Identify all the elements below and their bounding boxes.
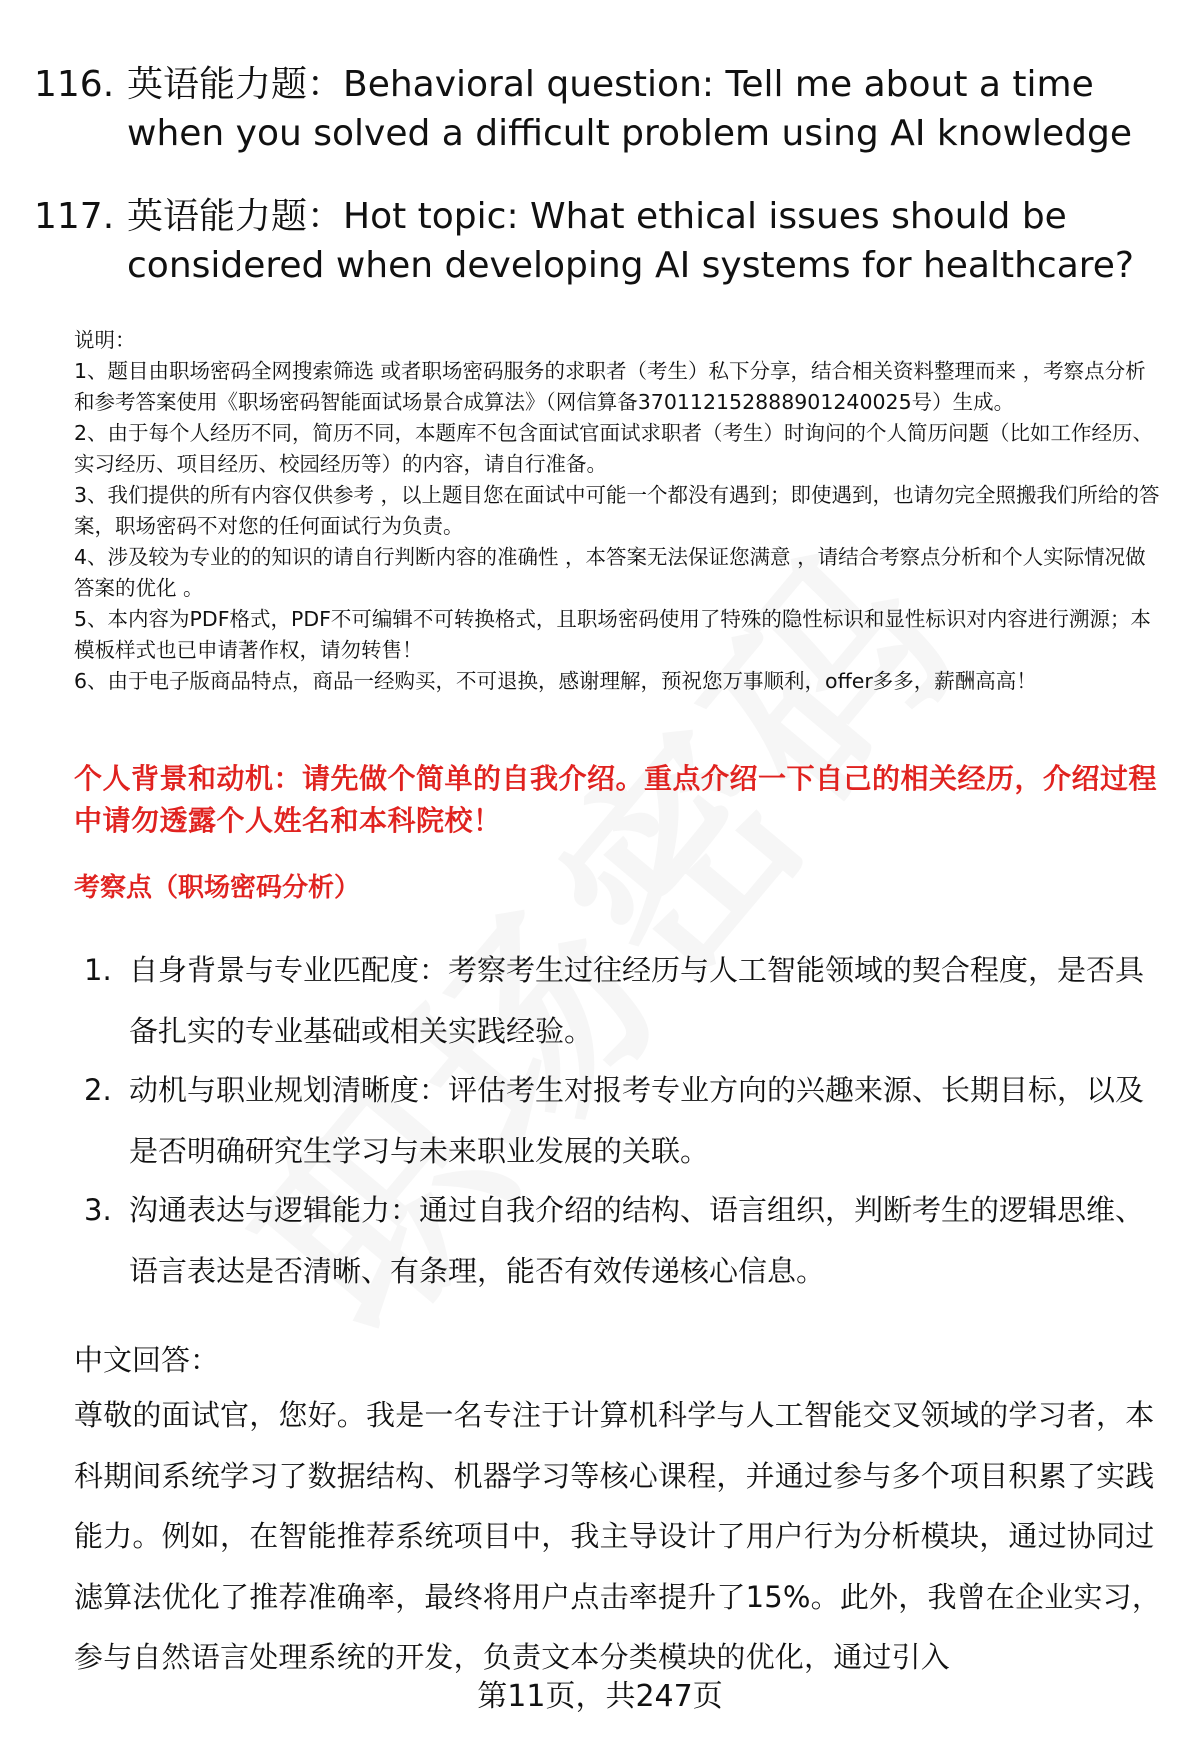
question-number: 116. [34, 64, 115, 105]
question-number: 117. [34, 196, 115, 237]
analysis-number: 1. [84, 953, 112, 987]
answer-label: 中文回答： [74, 1343, 220, 1377]
note-item: 4、涉及较为专业的的知识的请自行判断内容的准确性 ，本答案无法保证您满意 ，请结合考察点分析和个人实际情况做答案的优化 。 [74, 545, 1146, 600]
notes-title: 说明： [74, 328, 136, 352]
analysis-item [84, 1060, 1164, 1182]
analysis-list [84, 940, 1164, 1300]
question-text: 英语能力题：Hot topic: What ethical issues should be considered when developing AI systems for healthcare? [127, 196, 1135, 286]
analysis-text: 沟通表达与逻辑能力：通过自我介绍的结构、语言组织，判断考生的逻辑思维、语言表达是否清晰、有条理，能否有效传递核心信息。 [129, 1193, 1145, 1288]
analysis-heading: 考察点（职场密码分析） [74, 873, 361, 903]
analysis-number: 3. [84, 1193, 112, 1227]
answer-body: 尊敬的面试官，您好。我是一名专注于计算机科学与人工智能交叉领域的学习者，本科期间系统学习了数据结构、机器学习等核心课程，并通过参与多个项目积累了实践能力。例如，在智能推荐系统项目中，我主导设计了用户行为分析模块，通过协同过滤算法优化了推荐准确率，最终将用户点击率提升了15%。此外，我曾在企业实习，参与自然语言处理系统的开发，负责文本分类模块的优化，通过引入 [74, 1398, 1162, 1674]
analysis-item [84, 940, 1164, 1062]
question-heading: 个人背景和动机：请先做个简单的自我介绍。重点介绍一下自己的相关经历，介绍过程中请勿透露个人姓名和本科院校！ [74, 762, 1158, 837]
note-item: 6、由于电子版商品特点，商品一经购买，不可退换，感谢理解，预祝您万事顺利，offer多多，薪酬高高！ [74, 669, 1037, 693]
notes-section [74, 325, 1164, 697]
note-item: 1、题目由职场密码全网搜索筛选 或者职场密码服务的求职者（考生）私下分享，结合相关资料整理而来 ，考察点分析和参考答案使用《职场密码智能面试场景合成算法》（网信算备370112152888901240025号）生成。 [74, 359, 1146, 414]
question-text: 英语能力题：Behavioral question: Tell me about a time when you solved a difficult problem using AI knowledge [127, 64, 1133, 154]
note-item: 5、本内容为PDF格式，PDF不可编辑不可转换格式，且职场密码使用了特殊的隐性标识和显性标识对内容进行溯源；本模板样式也已申请著作权，请勿转售！ [74, 607, 1151, 662]
page-number: 第11页，共247页 [477, 1679, 723, 1714]
analysis-item [84, 1180, 1164, 1302]
analysis-text: 自身背景与专业匹配度：考察考生过往经历与人工智能领域的契合程度，是否具备扎实的专业基础或相关实践经验。 [129, 953, 1145, 1048]
note-item: 2、由于每个人经历不同，简历不同，本题库不包含面试官面试求职者（考生）时询问的个人简历问题（比如工作经历、实习经历、项目经历、校园经历等）的内容，请自行准备。 [74, 421, 1154, 476]
note-item: 3、我们提供的所有内容仅供参考 ，以上题目您在面试中可能一个都没有遇到；即使遇到，也请勿完全照搬我们所给的答案，职场密码不对您的任何面试行为负责。 [74, 483, 1160, 538]
analysis-text: 动机与职业规划清晰度：评估考生对报考专业方向的兴趣来源、长期目标，以及是否明确研究生学习与未来职业发展的关联。 [129, 1073, 1145, 1168]
analysis-number: 2. [84, 1073, 112, 1107]
